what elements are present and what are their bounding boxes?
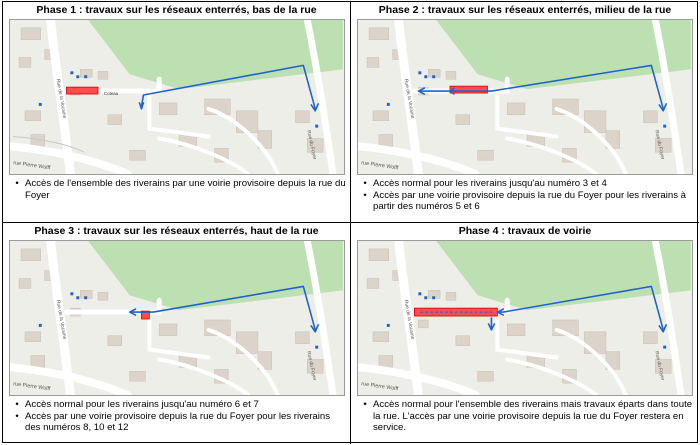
phase-2-bullets bbox=[357, 178, 695, 213]
phase-3-bullets bbox=[9, 399, 347, 434]
street-small-label: Coteau bbox=[103, 91, 119, 97]
phase-4-cell bbox=[351, 223, 699, 444]
phases-table bbox=[2, 1, 698, 443]
list-item: • Accès normal pour les riverains jusqu'au numéro 3 et 4 bbox=[363, 178, 607, 189]
green-area bbox=[436, 241, 691, 310]
street-bottom-label: rue Pierre Wolff bbox=[12, 160, 51, 172]
road-right-label: Rue du Foyer bbox=[653, 129, 665, 161]
street-bottom-label: rue Pierre Wolff bbox=[360, 160, 399, 172]
works-zone bbox=[450, 86, 488, 93]
road-left-label: Rue de la Vocaine bbox=[402, 299, 415, 340]
phase-1-title: Phase 1 : travaux sur les réseaux enterrés, bas de la rue bbox=[36, 4, 317, 16]
street-bottom-label: rue Pierre Wolff bbox=[360, 381, 399, 393]
list-item: • Accès normal pour les riverains jusqu'au numéro 6 et 7 bbox=[15, 399, 259, 410]
road-right-label: Rue du Foyer bbox=[305, 350, 317, 382]
phase-1-map bbox=[9, 19, 345, 175]
phase-1-cell bbox=[3, 2, 351, 223]
phase-1-bullets bbox=[9, 178, 347, 201]
list-item: • Accès de l'ensemble des riverains par une voirie provisoire depuis la rue du Foyer bbox=[15, 178, 346, 201]
phase-4-map bbox=[357, 240, 693, 396]
phase-1-map-svg bbox=[10, 20, 344, 174]
phase-4-map-svg bbox=[358, 241, 692, 395]
list-item: • Accès par une voirie provisoire depuis la rue du Foyer pour les riverains à partir des numéros 5 et 6 bbox=[363, 189, 687, 213]
phase-3-map bbox=[9, 240, 345, 396]
phase-4-title: Phase 4 : travaux de voirie bbox=[458, 225, 592, 237]
phase-2-map-svg bbox=[358, 20, 692, 174]
phase-2-map bbox=[357, 19, 693, 175]
phase-3-cell bbox=[3, 223, 351, 444]
road-left-label: Rue de la Vocaine bbox=[54, 78, 67, 119]
phase-3-title: Phase 3 : travaux sur les réseaux enterrés, haut de la rue bbox=[34, 225, 319, 237]
phase-2-cell bbox=[351, 2, 699, 223]
street-bottom-label: rue Pierre Wolff bbox=[12, 381, 51, 393]
phase-4-bullets bbox=[357, 399, 695, 434]
green-area bbox=[88, 241, 343, 310]
phase-3-map-svg bbox=[10, 241, 344, 395]
road-left-label: Rue de la Vocaine bbox=[54, 299, 67, 340]
list-item: • Accès normal pour l'ensemble des riverains mais travaux éparts dans toute la rue. L'accès par une voirie provisoire depuis la rue du Foyer restera en service. bbox=[363, 399, 693, 434]
works-zone bbox=[66, 87, 98, 94]
green-area bbox=[88, 20, 343, 89]
road-left-label: Rue de la Vocaine bbox=[402, 78, 415, 119]
road-right-label: Rue du Foyer bbox=[305, 129, 317, 161]
list-item: • Accès par une voirie provisoire depuis la rue du Foyer pour les riverains des numéros 8, 10 et 12 bbox=[15, 410, 331, 434]
phase-2-title: Phase 2 : travaux sur les réseaux enterrés, milieu de la rue bbox=[378, 4, 672, 16]
road-right-label: Rue du Foyer bbox=[653, 350, 665, 382]
